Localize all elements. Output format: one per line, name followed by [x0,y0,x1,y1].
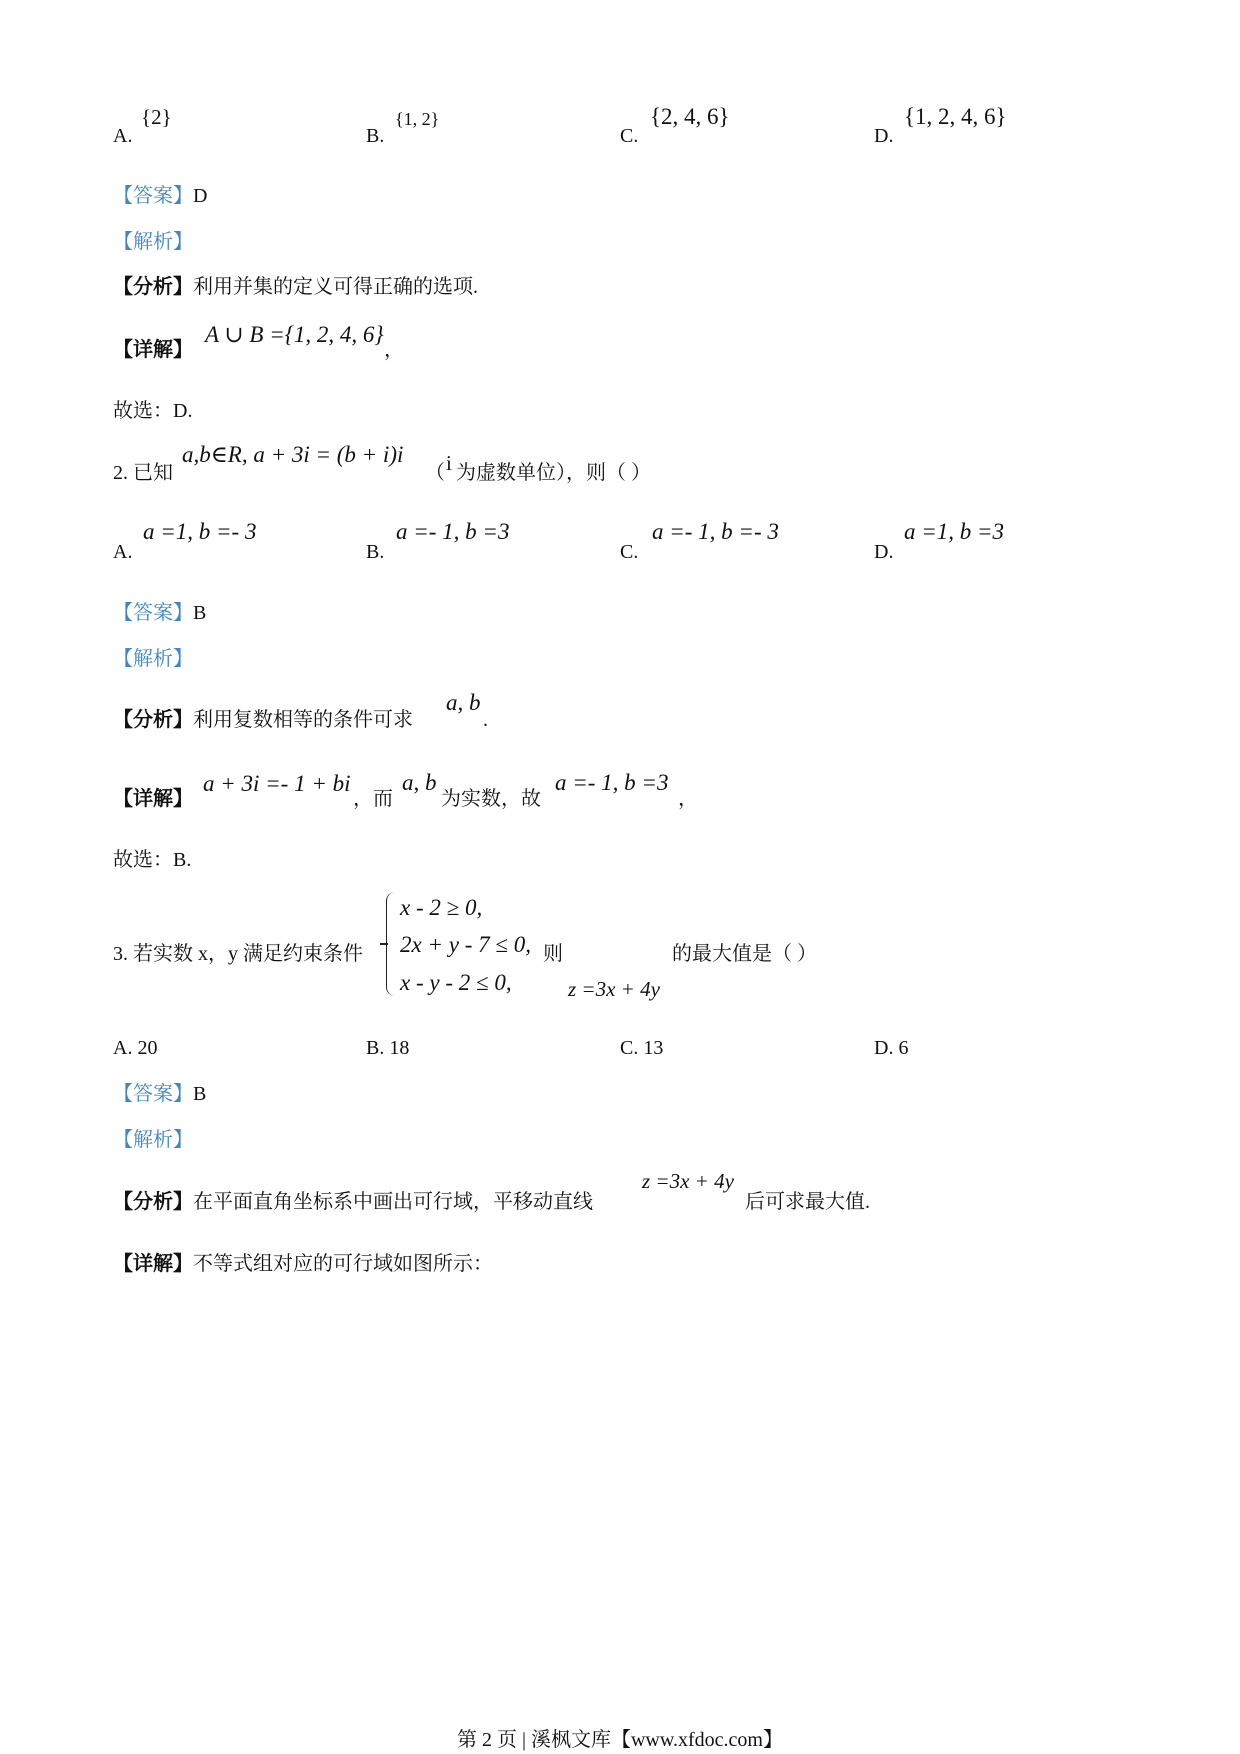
q2-option-c-label: C. [620,541,639,563]
q2-option-d-math: a =1, b =3 [904,519,1005,544]
q3-option-b [366,1036,409,1060]
xiangjie-tag: 【详解】 [113,1253,193,1275]
option-value: 18 [389,1037,410,1059]
answer-tag: 【答案】 [113,1083,193,1105]
q2-prefix: 2. 已知 [113,462,173,484]
q2-option-b-label: B. [366,541,385,563]
fenxi-tag: 【分析】 [113,1191,193,1213]
q1-option-d-math: {1, 2, 4, 6} [904,104,1007,129]
option-value: 20 [137,1037,158,1059]
q1-option-b-label: B. [366,125,385,147]
q3-option-a [113,1036,157,1060]
q2-fenxi-math: a, b [446,690,481,715]
q2-xiangjie-math1: a + 3i =- 1 + bi [203,771,351,796]
fenxi-text: 利用复数相等的条件可求 [193,709,413,731]
q3-prefix: 3. 若实数 x，y 满足约束条件 [113,943,363,965]
q3-then: 则 [543,943,563,965]
q2-answer-line [113,601,206,625]
q1-conclusion: 故选：D. [113,400,193,422]
xiangjie-tag: 【详解】 [113,339,193,361]
q3-suffix: 的最大值是（ ） [672,943,817,965]
q2-xiangjie-tail: ， [678,788,698,810]
q3-objective: z =3x + 4y [568,977,660,1001]
q3-constraint-1: x - 2 ≥ 0, [400,895,483,920]
q2-xiangjie-text2: 为实数，故 [441,788,541,810]
q3-xiangjie-line [113,1252,493,1276]
q2-paren-open: （ [425,462,445,484]
q1-option-a-math: {2} [141,105,172,129]
analysis-tag: 【解析】 [113,1129,193,1151]
system-brace-tip [380,943,388,945]
q3-fenxi-math: z =3x + 4y [642,1169,734,1193]
option-label: B. [366,1037,385,1059]
fenxi-tag: 【分析】 [113,276,193,298]
q1-xiangjie-math: A ∪ B ={1, 2, 4, 6} [205,322,384,347]
q2-xiangjie-math3: a =- 1, b =3 [555,770,669,795]
answer-value: B [193,1083,207,1105]
q3-answer-line [113,1082,206,1106]
q3-option-d [874,1036,908,1060]
analysis-tag: 【解析】 [113,648,193,670]
answer-tag: 【答案】 [113,185,193,207]
q2-fenxi-end: . [483,709,488,731]
q3-constraint-2: 2x + y - 7 ≤ 0, [400,932,531,957]
option-value: 6 [898,1037,909,1059]
q2-xiangjie-math2: a, b [402,770,437,795]
q2-option-b-math: a =- 1, b =3 [396,519,510,544]
q1-option-c-math: {2, 4, 6} [650,104,730,129]
option-value: 13 [643,1037,664,1059]
answer-value: D [193,185,208,207]
q2-xiangjie-text1: ，而 [353,788,393,810]
q2-conclusion: 故选：B. [113,849,192,871]
q1-answer-line [113,184,207,208]
q1-fenxi-line [113,275,478,299]
q1-option-a-label: A. [113,125,133,147]
fenxi-text: 利用并集的定义可得正确的选项. [193,276,478,298]
option-label: D. [874,1037,894,1059]
q3-fenxi-line [113,1190,593,1214]
q3-constraint-3: x - y - 2 ≤ 0, [400,970,512,995]
q1-xiangjie-tail: ， [384,339,404,361]
xiangjie-text: 不等式组对应的可行域如图所示： [193,1253,493,1275]
q3-option-c [620,1036,663,1060]
q2-option-a-label: A. [113,541,133,563]
q2-condition-math: a,b∈R, a + 3i = (b + i)i [182,442,404,467]
page-footer: 第 2 页 | 溪枫文库【www.xfdoc.com】 [456,1729,783,1751]
q2-fenxi-line [113,708,413,732]
q1-option-d-label: D. [874,125,894,147]
fenxi-text: 在平面直角坐标系中画出可行域，平移动直线 [193,1191,593,1213]
answer-tag: 【答案】 [113,602,193,624]
q1-option-b-math: {1, 2} [395,109,440,129]
option-label: A. [113,1037,133,1059]
option-label: C. [620,1037,639,1059]
fenxi-tag: 【分析】 [113,709,193,731]
analysis-tag: 【解析】 [113,231,193,253]
answer-value: B [193,602,207,624]
q2-i-symbol: i [446,451,452,475]
q2-option-d-label: D. [874,541,894,563]
q2-suffix: 为虚数单位），则（ ） [456,462,651,484]
xiangjie-tag: 【详解】 [113,788,193,810]
q2-option-c-math: a =- 1, b =- 3 [652,519,779,544]
q2-option-a-math: a =1, b =- 3 [143,519,257,544]
q1-option-c-label: C. [620,125,639,147]
q3-fenxi-end: 后可求最大值. [745,1191,870,1213]
